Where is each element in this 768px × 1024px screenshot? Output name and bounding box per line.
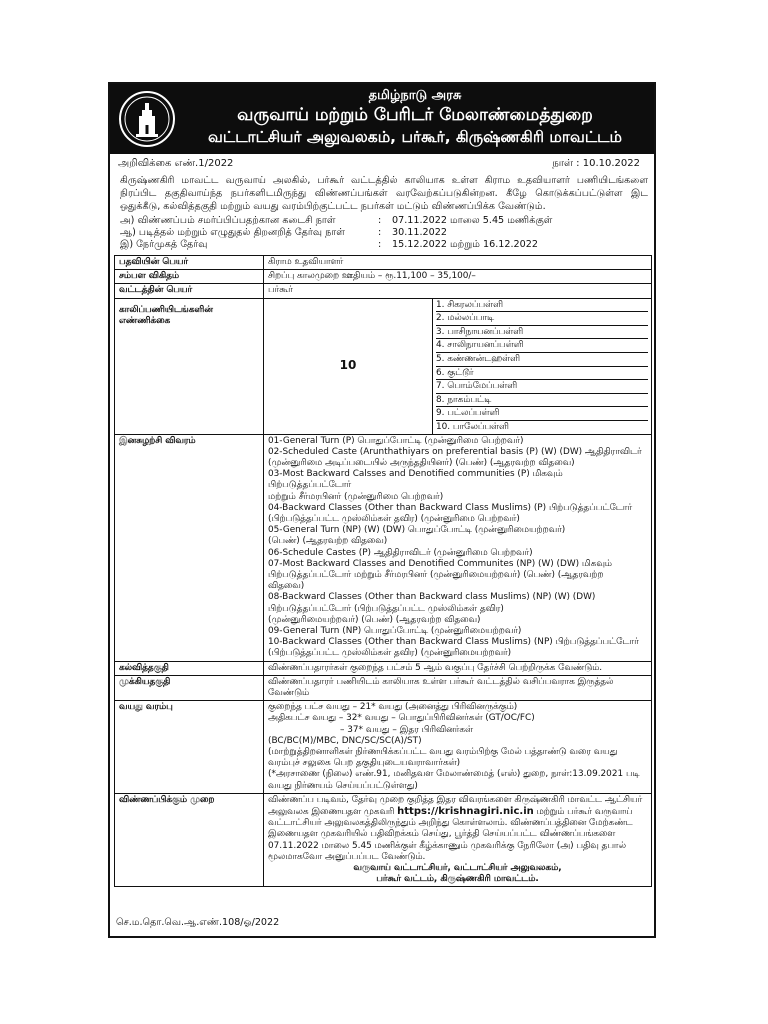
signature-line: வருவாய் வட்டாட்சியர், வட்டாட்சியர் அலுவலகம், xyxy=(353,863,562,874)
apply-text-after: மற்றும் பர்கூர் வருவாய் வட்டாட்சியர் அலுவலகத்திலிருந்தும் அறிந்து கொள்ளலாம். விண்ணப்பத்தினை மேற்கண்ட இணையதள முகவரியில் பதிவிறக்கம் செய்து, பூர்த்தி செய்யப்பட்ட விண்ணப்பங்களை 07.11.2022 மாலை 5.45 மணிக்குள் கீழ்க்காணும் முகவரிக்கு நேரிலோ (அ) பதிவு தபால் மூலமாகவோ அனுப்பப்பட வேண்டும். xyxy=(268,807,633,862)
age-line: அதிகபட்ச வயது – 32* வயது – பொதுப்பிரிவினர்கள் (GT/OC/FC) xyxy=(268,713,535,724)
age-line: குறைந்த பட்ச வயது – 21* வயது (அனைத்து பிரிவினருக்கும்) xyxy=(268,702,518,713)
important-dates-values xyxy=(392,215,552,251)
date-value: 15.12.2022 மற்றும் 16.12.2022 xyxy=(392,239,538,250)
reservation-line: 04-Backward Classes (Other than Backward Class Muslims) (P) பிற்படுத்தப்பட்டோர் xyxy=(268,502,633,513)
table-row xyxy=(115,701,652,794)
important-dates-separators xyxy=(378,215,381,251)
reservation-line: பிற்படுத்தப்பட்டோர் (பிற்படுத்தப்பட்ட முஸ்லிம்கள் தவிர) xyxy=(268,603,504,614)
reservation-line: பிற்படுத்தப்பட்டோர் மற்றும் சீர்மரபினர் (முன்னுரிமையற்றவர்) (பெண்) (ஆதரவற்ற xyxy=(268,569,604,580)
header-line-government: தமிழ்நாடு அரசு xyxy=(368,88,462,103)
table-row xyxy=(115,256,652,270)
age-limit-details xyxy=(264,701,652,794)
apply-text xyxy=(268,795,647,863)
table-row xyxy=(115,298,652,434)
village-item: 3. பாசிநாயனப்பள்ளி xyxy=(436,326,648,340)
date-value: 30.11.2022 xyxy=(392,227,447,238)
details-table xyxy=(114,255,652,887)
reservation-line: 07-Most Backward Classes and Denotified Communites (NP) (W) (DW) மிகவும் xyxy=(268,558,612,569)
education-label: கல்வித்தகுதி xyxy=(115,661,264,675)
header-line-office: வட்டாட்சியர் அலுவலகம், பர்கூர், கிருஷ்ணகிரி மாவட்டம் xyxy=(208,128,622,146)
village-item: 10. பாலேப்பள்ளி xyxy=(436,421,509,432)
header-line-department: வருவாய் மற்றும் பேரிடர் மேலாண்மைத்துறை xyxy=(237,105,593,125)
notice-number: அறிவிக்கை எண்.1/2022 xyxy=(118,158,234,169)
tamilnadu-emblem-icon xyxy=(118,90,176,148)
date-separator: : xyxy=(378,227,382,238)
reservation-line: மற்றும் சீர்மரபினர் (முன்னுரிமை பெற்றவர்) xyxy=(268,491,444,502)
village-item: 6. குட்டூர் xyxy=(436,367,648,381)
village-item: 5. கண்ணன்டஹள்ளி xyxy=(436,353,648,367)
reservation-line: (முன்னுரிமையற்றவர்) (பெண்) (ஆதரவற்ற விதவை) xyxy=(268,614,481,625)
date-label: ஆ) படித்தல் மற்றும் எழுதுதல் திறனறித் தேர்வு நாள் xyxy=(120,227,345,238)
vacancy-count: 10 xyxy=(264,298,433,434)
vacancy-label: காலிப்பணியிடங்களின் எண்ணிக்கை xyxy=(115,298,264,434)
reservation-label: இனசுழற்சி விவரம் xyxy=(115,434,264,661)
date-separator: : xyxy=(378,239,382,250)
age-limit-label: வயது வரம்பு xyxy=(115,701,264,794)
reservation-line: (பிற்படுத்தப்பட்ட முஸ்லிம்கள் தவிர) (முன்னுரிமையற்றவர்) xyxy=(268,648,512,659)
village-item: 8. நாகம்பட்டி xyxy=(436,394,648,408)
post-value: கிராம உதவியாளர் xyxy=(264,256,652,270)
reservation-line: (முன்னுரிமை அடிப்படையில் அருந்ததியினர்) (பெண்) (ஆதரவற்ற விதவை) xyxy=(268,457,575,468)
education-value: விண்ணப்பதாரர்கள் குறைந்த பட்சம் 5 ஆம் வகுப்பு தேர்ச்சி பெற்றிருக்க வேண்டும். xyxy=(264,661,652,675)
apply-method-label: விண்ணப்பிக்கும் முறை xyxy=(115,793,264,887)
date-separator: : xyxy=(378,215,382,226)
table-row xyxy=(115,675,652,700)
reservation-line: 09-General Turn (NP) பொதுப்போட்டி (முன்னுரிமையற்றவர்) xyxy=(268,626,522,636)
signature-line: பர்கூர் வட்டம், கிருஷ்ணகிரி மாவட்டம். xyxy=(376,874,539,885)
header-banner xyxy=(110,84,654,154)
key-qualification-value: விண்ணப்பதாரர் பணியிடம் காலியாக உள்ள பர்கூர் வட்டத்தில் வசிப்பவராக இருத்தல் வேண்டும் xyxy=(264,675,652,700)
key-qualification-label: முக்கியதகுதி xyxy=(115,675,264,700)
website-link[interactable]: https://krishnagiri.nic.in xyxy=(397,806,534,818)
taluk-label: வட்டத்தின் பெயர் xyxy=(115,284,264,298)
reservation-line: (பிற்படுத்தப்பட்ட முஸ்லிம்கள் தவிர) (முன்னுரிமை பெற்றவர்) xyxy=(268,513,520,524)
table-row xyxy=(115,434,652,661)
apply-text-before: விண்ணப்ப படிவம், தேர்வு முறை குறித்த இதர விவரங்களை கிருஷ்ணகிரி மாவட்ட ஆட்சியர் அலுவலக இணையதள முகவரி xyxy=(268,794,643,818)
village-list xyxy=(433,298,652,434)
village-item: 4. சாலிநாயனப்பள்ளி xyxy=(436,339,648,353)
notice-document xyxy=(108,82,656,938)
reservation-details xyxy=(264,434,652,661)
age-line: – 37* வயது – இதர பிரிவினர்கள் xyxy=(340,724,474,735)
age-line: (*அரசாணை (நிலை) எண்.91, மனிதவள மேலாண்மைத் (எஸ்) துறை, நாள்:13.09.2021 படி வயது நிர்ணயம் செய்யப்பட்டுள்ளது) xyxy=(268,769,640,791)
table-row xyxy=(115,793,652,887)
reservation-line: 02-Scheduled Caste (Arunthathiyars on preferential basis (P) (W) (DW) ஆதிதிராவிடர் xyxy=(268,446,642,457)
important-dates-labels xyxy=(120,215,345,251)
taluk-value: பர்கூர் xyxy=(264,284,652,298)
date-label: அ) விண்ணப்பம் சமர்ப்பிப்பதற்கான கடைசி நாள் xyxy=(120,215,336,226)
reservation-line: விதவை) xyxy=(268,581,305,592)
table-row xyxy=(115,661,652,675)
village-item: 2. மல்லப்பாடி xyxy=(436,312,648,326)
intro-paragraph: கிருஷ்ணகிரி மாவட்ட வருவாய் அலகில், பர்கூர் வட்டத்தில் காலியாக உள்ள கிராம உதவியாளர் பணியிடங்களை நிரப்பிட தகுதிவாய்ந்த நபர்களிடமிருந்து விண்ணப்பங்கள் வரவேற்கப்படுகின்றன. கீழே கொடுக்கப்பட்டுள்ள இட ஒதுக்கீடு, கல்வித்தகுதி மற்றும் வயது வரம்பிற்குட்பட்ட நபர்கள் மட்டும் விண்ணப்பிக்க வேண்டும். xyxy=(120,175,648,212)
reservation-line: 05-General Turn (NP) (W) (DW) பொதுப்போட்டி (முன்னுரிமையற்றவர்) xyxy=(268,525,566,536)
reservation-line: 08-Backward Classes (Other than Backward class Muslims) (NP) (W) (DW) xyxy=(268,592,596,603)
notice-date: நாள் : 10.10.2022 xyxy=(552,158,640,169)
age-line: (BC/BC(M)/MBC, DNC/SC/SC(A)/ST) xyxy=(268,735,422,746)
village-item: 9. பட்லப்பள்ளி xyxy=(436,407,648,421)
reservation-line: 10-Backward Classes (Other than Backward Class Muslims) (NP) பிற்படுத்தப்பட்டோர் xyxy=(268,637,639,648)
reservation-line: 03-Most Backward Calsses and Denotified communities (P) மிகவும் பிற்படுத்தப்பட்டோர் xyxy=(268,469,563,491)
village-item: 1. சிகரலப்பள்ளி xyxy=(436,299,648,313)
date-label: இ) நேர்முகத் தேர்வு xyxy=(120,239,208,250)
reservation-line: (பெண்) (ஆதரவற்ற விதவை) xyxy=(268,536,388,547)
footer-reference: செ.ம.தொ.வெ.ஆ.எண்.108/ஓ/2022 xyxy=(116,917,280,928)
pay-value: சிறப்பு காலமுறை ஊதியம் – ரூ.11,100 – 35,100/– xyxy=(264,270,652,284)
pay-label: சம்பள விகிதம் xyxy=(115,270,264,284)
post-label: பதவியின் பெயர் xyxy=(115,256,264,270)
reservation-line: 01-General Turn (P) பொதுப்போட்டி (முன்னுரிமை பெற்றவர்) xyxy=(268,435,524,446)
reservation-line: 06-Schedule Castes (P) ஆதிதிராவிடர் (முன்னுரிமை பெற்றவர்) xyxy=(268,547,533,558)
date-value: 07.11.2022 மாலை 5.45 மணிக்குள் xyxy=(392,215,553,226)
table-row xyxy=(115,284,652,298)
village-item: 7. பொம்மேப்பள்ளி xyxy=(436,380,648,394)
table-row xyxy=(115,270,652,284)
apply-method-details xyxy=(264,793,652,887)
age-line: (மாற்றுத்திறனாளிகள் நிர்ணயிக்கப்பட்ட வயது வரம்பிற்கு மேல் பத்தாண்டு வரை வயது வரம்புச் சலுகை பெற தகுதியுடையவராவார்கள்) xyxy=(268,747,618,769)
